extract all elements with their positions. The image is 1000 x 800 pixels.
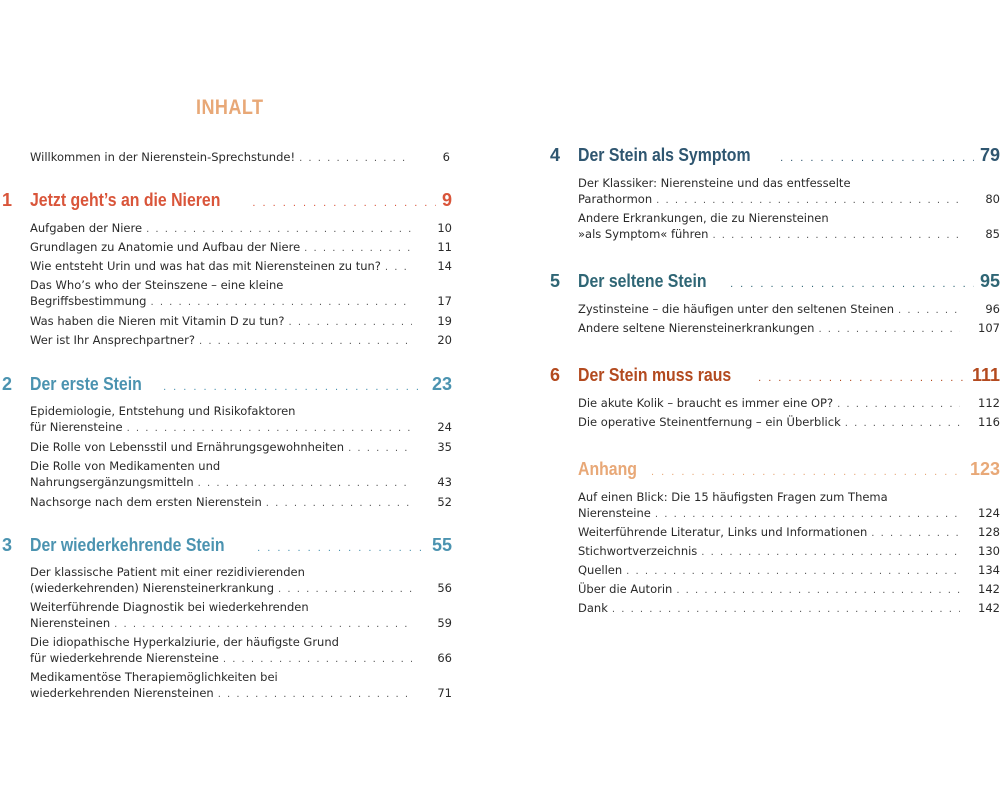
toc-entry-line: [30, 650, 452, 668]
toc-entry-text: Weiterführende Literatur, Links und Informationen: [578, 525, 868, 539]
toc-page-number: 96: [985, 302, 1000, 316]
toc-entry-line: [30, 634, 452, 650]
chapter-5-heading[interactable]: [550, 271, 1000, 292]
chapter-title: Der erste Stein: [30, 374, 142, 394]
dot-leader: [163, 381, 426, 393]
chapter-page-number: 9: [441, 190, 452, 210]
toc-page-number: 35: [437, 440, 452, 454]
toc-page-number: 128: [978, 525, 1000, 539]
toc-page-number: 14: [437, 259, 452, 273]
toc-entry-line: [30, 599, 452, 615]
toc-page-number: 10: [437, 221, 452, 235]
chapter-2-heading[interactable]: [2, 374, 452, 395]
toc-entry-text: Parathormon: [578, 192, 653, 206]
toc-entry-text: Aufgaben der Niere: [30, 221, 143, 235]
toc-entry-line: [30, 403, 452, 419]
toc-entry[interactable]: [30, 494, 452, 512]
dot-leader: [146, 222, 412, 238]
toc-entry-text: Die idiopathische Hyperkalziurie, der häufigste Grund: [30, 635, 339, 649]
toc-entry[interactable]: [578, 210, 1000, 244]
toc-entry[interactable]: [30, 599, 452, 633]
toc-entry[interactable]: [30, 458, 452, 492]
toc-page-number: 142: [978, 601, 1000, 615]
dot-leader: [289, 315, 412, 331]
toc-entry-line: [578, 395, 1000, 413]
toc-entry-line: [30, 277, 452, 293]
chapter-number: 3: [2, 535, 13, 555]
toc-entry-text: Zystinsteine – die häufigen unter den seltenen Steinen: [578, 302, 895, 316]
toc-entry-line: [578, 600, 1000, 618]
toc-entry-line: [578, 320, 1000, 338]
dot-leader: [304, 241, 412, 257]
toc-entry[interactable]: [30, 439, 452, 457]
toc-entry[interactable]: [578, 414, 1000, 432]
toc-page-number: 19: [437, 314, 452, 328]
toc-entry-text: Nachsorge nach dem ersten Nierenstein: [30, 495, 262, 509]
toc-entry[interactable]: [30, 220, 452, 238]
toc-entry-line: [578, 562, 1000, 580]
toc-entry-line: [578, 524, 1000, 542]
toc-entry-text: Wer ist Ihr Ansprechpartner?: [30, 333, 195, 347]
dot-leader: [257, 542, 426, 554]
toc-entry[interactable]: [578, 543, 1000, 561]
toc-entry-line: [30, 332, 452, 350]
toc-entry[interactable]: [578, 301, 1000, 319]
toc-entry-line: [30, 220, 452, 238]
chapter-title: Jetzt geht’s an die Nieren: [30, 190, 221, 210]
toc-entry-text: Wie entsteht Urin und was hat das mit Nierensteinen zu tun?: [30, 259, 381, 273]
chapter-page-number: 55: [431, 535, 452, 555]
toc-page-number: 107: [978, 321, 1000, 335]
dot-leader: [656, 193, 960, 209]
appendix-heading[interactable]: [550, 459, 1000, 480]
toc-entry-line: [578, 581, 1000, 599]
toc-entry[interactable]: [578, 581, 1000, 599]
toc-entry-line: [30, 615, 452, 633]
toc-page-number: 43: [437, 475, 452, 489]
toc-entry[interactable]: [30, 277, 452, 311]
chapter-number: 4: [550, 145, 561, 165]
toc-page-number: 130: [978, 544, 1000, 558]
dot-leader: [837, 397, 960, 413]
toc-page-number: 11: [437, 240, 452, 254]
toc-entry[interactable]: [30, 634, 452, 668]
dot-leader: [676, 583, 960, 599]
toc-entry-text: (wiederkehrenden) Nierensteinerkrankung: [30, 581, 275, 595]
toc-page-number: 71: [437, 686, 452, 700]
toc-entry-line: [30, 580, 452, 598]
toc-entry[interactable]: [578, 395, 1000, 413]
toc-entry-text: Grundlagen zu Anatomie und Aufbau der Niere: [30, 240, 301, 254]
toc-entry[interactable]: [30, 332, 452, 350]
toc-entry-text: Epidemiologie, Entstehung und Risikofaktoren: [30, 404, 296, 418]
toc-entry-text: Dank: [578, 601, 608, 615]
toc-page-number: 17: [437, 294, 452, 308]
toc-entry[interactable]: [578, 562, 1000, 580]
dot-leader: [730, 278, 974, 290]
toc-entry-line: [578, 489, 1000, 505]
dot-leader: [218, 687, 412, 703]
dot-leader: [845, 416, 960, 432]
dot-leader: [299, 151, 410, 167]
toc-entry-text: Nierensteine: [578, 506, 651, 520]
chapter-page-number: 79: [979, 145, 1000, 165]
dot-leader: [758, 372, 966, 384]
toc-entry-line: [578, 175, 1000, 191]
toc-entry[interactable]: [30, 239, 452, 257]
toc-entry[interactable]: [578, 524, 1000, 542]
toc-entry-text: Die operative Steinentfernung – ein Überblick: [578, 415, 841, 429]
chapter-4-heading[interactable]: [550, 145, 1000, 166]
toc-page-number: 59: [437, 616, 452, 630]
toc-page-number: 20: [437, 333, 452, 347]
toc-entry-line: [30, 439, 452, 457]
chapter-page-number: 23: [431, 374, 452, 394]
dot-leader: [198, 476, 412, 492]
toc-entry-text: Stichwortverzeichnis: [578, 544, 698, 558]
toc-entry-text: Über die Autorin: [578, 582, 673, 596]
toc-entry-text: Weiterführende Diagnostik bei wiederkehrenden: [30, 600, 309, 614]
chapter-page-number: 95: [979, 271, 1000, 291]
toc-page-number: 116: [978, 415, 1000, 429]
dot-leader: [818, 322, 960, 338]
chapter-1-heading[interactable]: [2, 190, 452, 211]
toc-entry-line: [30, 669, 452, 685]
toc-entry-text: Willkommen in der Nierenstein-Sprechstunde!: [30, 150, 296, 164]
toc-entry-line: [578, 191, 1000, 209]
dot-leader: [898, 303, 960, 319]
toc-page-number: 142: [978, 582, 1000, 596]
chapter-title: Der wiederkehrende Stein: [30, 535, 225, 555]
dot-leader: [127, 421, 412, 437]
toc-page-number: 85: [985, 227, 1000, 241]
toc-entry-text: Der klassische Patient mit einer rezidivierenden: [30, 565, 305, 579]
dot-leader: [655, 507, 960, 523]
toc-entry-text: für Nierensteine: [30, 420, 123, 434]
chapter-number: 2: [2, 374, 13, 394]
toc-entry-text: Andere Erkrankungen, die zu Nierensteinen: [578, 211, 829, 225]
toc-entry-text: »als Symptom« führen: [578, 227, 709, 241]
toc-entry-line: [30, 258, 452, 276]
chapter-title: Der Stein muss raus: [578, 365, 732, 385]
toc-entry[interactable]: [30, 258, 452, 276]
toc-page-number: 124: [978, 506, 1000, 520]
dot-leader: [651, 466, 964, 478]
toc-page-number: 80: [985, 192, 1000, 206]
toc-entry-text: Andere seltene Nierensteinerkrankungen: [578, 321, 815, 335]
toc-page-number: 134: [978, 563, 1000, 577]
dot-leader: [223, 652, 412, 668]
toc-page-number: 112: [978, 396, 1000, 410]
dot-leader: [871, 526, 960, 542]
chapter-page-number: 123: [969, 459, 1000, 479]
dot-leader: [626, 564, 960, 580]
toc-entry-line: [30, 239, 452, 257]
toc-entry-line: [30, 419, 452, 437]
toc-entry-intro[interactable]: [30, 149, 450, 167]
toc-page-number: 66: [437, 651, 452, 665]
toc-page-number: 24: [437, 420, 452, 434]
toc-entry-line: [30, 564, 452, 580]
chapter-number: 1: [2, 190, 13, 210]
toc-entry-line: [578, 210, 1000, 226]
chapter-3-heading[interactable]: [2, 535, 452, 556]
chapter-number: 6: [550, 365, 561, 385]
toc-entry[interactable]: [578, 175, 1000, 209]
toc-page-number: 56: [437, 581, 452, 595]
toc-entry[interactable]: [578, 320, 1000, 338]
toc-entry-text: Begriffsbestimmung: [30, 294, 147, 308]
page-title: INHALT: [196, 96, 264, 119]
toc-entry[interactable]: [30, 403, 452, 437]
toc-entry-line: [30, 494, 452, 512]
toc-entry[interactable]: [578, 489, 1000, 523]
toc-entry-line: [30, 474, 452, 492]
dot-leader: [278, 582, 412, 598]
toc-entry-text: für wiederkehrende Nierensteine: [30, 651, 219, 665]
chapter-6-heading[interactable]: [550, 365, 1000, 386]
toc-entry-text: Medikamentöse Therapiemöglichkeiten bei: [30, 670, 278, 684]
toc-entry-line: [30, 458, 452, 474]
toc-entry-line: [30, 685, 452, 703]
dot-leader: [150, 295, 412, 311]
toc-entry-line: [578, 301, 1000, 319]
toc-entry-text: Die akute Kolik – braucht es immer eine OP?: [578, 396, 834, 410]
toc-entry[interactable]: [30, 564, 452, 598]
toc-entry-line: [30, 293, 452, 311]
toc-entry-text: Was haben die Nieren mit Vitamin D zu tun?: [30, 314, 285, 328]
dot-leader: [701, 545, 960, 561]
toc-entry-text: Die Rolle von Lebensstil und Ernährungsgewohnheiten: [30, 440, 345, 454]
toc-entry-text: Nahrungsergänzungsmitteln: [30, 475, 194, 489]
toc-entry-text: wiederkehrenden Nierensteinen: [30, 686, 214, 700]
toc-entry[interactable]: [578, 600, 1000, 618]
dot-leader: [712, 228, 960, 244]
dot-leader: [780, 152, 974, 164]
toc-entry-line: [578, 505, 1000, 523]
dot-leader: [199, 334, 412, 350]
chapter-page-number: 111: [971, 365, 1000, 385]
chapter-title: Anhang: [578, 459, 637, 479]
chapter-title: Der Stein als Symptom: [578, 145, 751, 165]
dot-leader: [385, 260, 412, 276]
toc-entry-line: [30, 149, 450, 167]
toc-page-number: 52: [437, 495, 452, 509]
toc-entry-line: [30, 313, 452, 331]
toc-entry-text: Nierensteinen: [30, 616, 111, 630]
toc-entry-text: Das Who’s who der Steinszene – eine kleine: [30, 278, 284, 292]
toc-entry-line: [578, 414, 1000, 432]
dot-leader: [252, 197, 436, 209]
toc-page-number: 6: [442, 150, 450, 164]
chapter-number: 5: [550, 271, 561, 291]
dot-leader: [266, 496, 412, 512]
toc-entry-text: Quellen: [578, 563, 623, 577]
toc-entry-text: Die Rolle von Medikamenten und: [30, 459, 221, 473]
toc-entry[interactable]: [30, 313, 452, 331]
dot-leader: [612, 602, 960, 618]
toc-entry-line: [578, 226, 1000, 244]
toc-entry-text: Auf einen Blick: Die 15 häufigsten Fragen zum Thema: [578, 490, 888, 504]
chapter-title: Der seltene Stein: [578, 271, 707, 291]
toc-entry-line: [578, 543, 1000, 561]
dot-leader: [348, 441, 412, 457]
dot-leader: [114, 617, 412, 633]
toc-entry-text: Der Klassiker: Nierensteine und das entfesselte: [578, 176, 851, 190]
toc-entry[interactable]: [30, 669, 452, 703]
